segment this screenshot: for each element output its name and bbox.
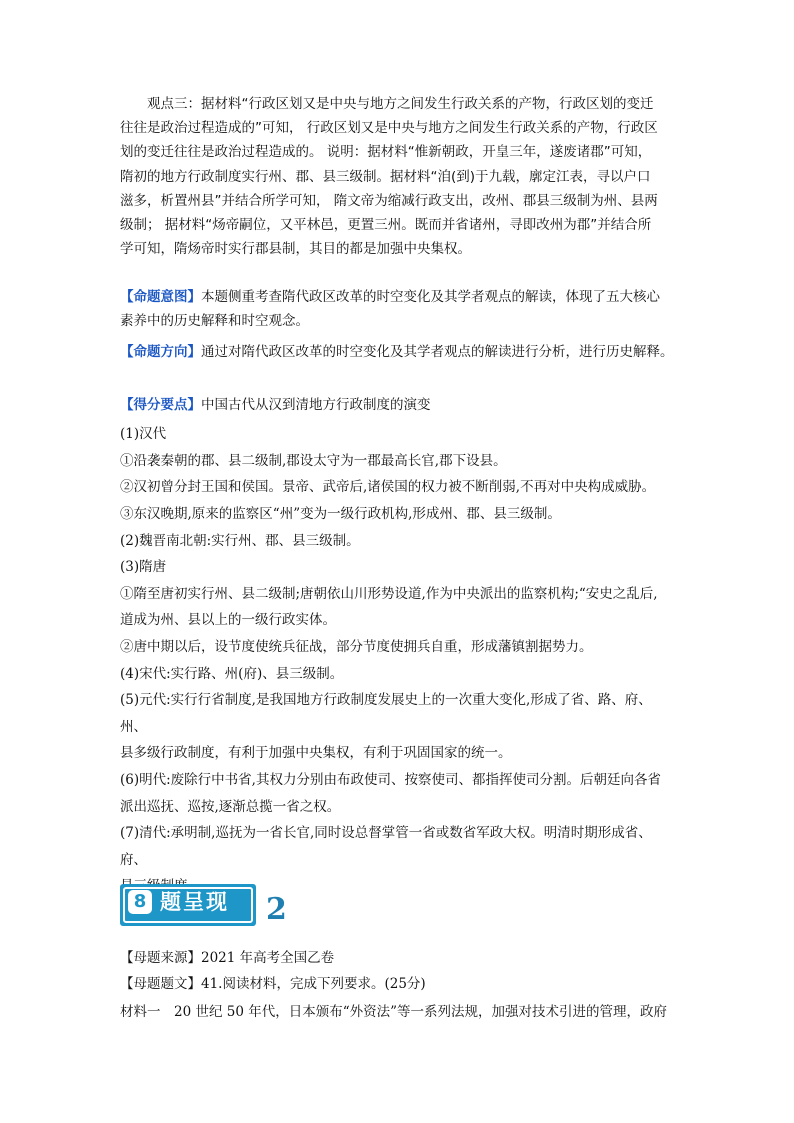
list-item: ②唐中期以后，设节度使统兵征战，部分节度使拥兵自重，形成藩镇割据势力。 bbox=[120, 638, 593, 655]
question-tag: 【母题题文】 bbox=[120, 976, 201, 992]
list-item: 派出巡抚、巡按,逐渐总揽一省之权。 bbox=[120, 798, 341, 815]
question-text: 41.阅读材料，完成下列要求。(25分) bbox=[201, 976, 426, 992]
section-banner bbox=[120, 884, 256, 926]
direction-tag: 【命题方向】 bbox=[120, 344, 201, 360]
list-item: (6)明代:废除行中书省,其权力分别由布政使司、按察使司、都指挥使司分割。后朝廷向各省 bbox=[120, 771, 661, 788]
list-item: 县多级行政制度，有利于加强中央集权，有利于巩固国家的统一。 bbox=[120, 745, 512, 762]
mother-question-section bbox=[120, 945, 678, 1027]
paragraph-line: 学可知，隋炀帝时实行郡县制，其目的都是加强中央集权。 bbox=[120, 241, 471, 258]
paragraph-line: 隋初的地方行政制度实行州、郡、县三级制。据材料“洎(到)于九载，廓定江表，寻以户口 bbox=[120, 168, 651, 185]
list-item: (4)宋代:实行路、州(府)、县三级制。 bbox=[120, 665, 344, 682]
list-item: (7)清代:承明制,巡抚为一省长官,同时设总督掌管一省或数省军政大权。明清时期形成省、府、 bbox=[120, 825, 652, 868]
intent-text: 素养中的历史解释和时空观念。 bbox=[120, 313, 309, 330]
list-item: ①隋至唐初实行州、县二级制;唐朝依山川形势设道,作为中央派出的监察机构;“安史之乱后, bbox=[120, 585, 658, 602]
list-item: (3)隋唐 bbox=[120, 559, 167, 576]
direction-text: 通过对隋代政区改革的时空变化及其学者观点的解读进行分析，进行历史解释。 bbox=[201, 344, 674, 360]
list-item: 道成为州、县以上的一级行政实体。 bbox=[120, 612, 336, 629]
material-text: 材料一 20 世纪 50 年代，日本颁布“外资法”等一系列法规，加强对技术引进的管理，政府 bbox=[120, 1004, 668, 1020]
list-item: ②汉初曾分封王国和侯国。景帝、武帝后,诸侯国的权力被不断削弱,不再对中央构成威胁。 bbox=[120, 479, 656, 496]
scoring-points-section bbox=[120, 393, 678, 900]
list-item: ③东汉晚期,原来的监察区“州”变为一级行政机构,形成州、郡、县三级制。 bbox=[120, 505, 561, 522]
banner-number: 2 bbox=[266, 892, 287, 927]
scoring-points-tag: 【得分要点】 bbox=[120, 397, 201, 413]
list-item: (1)汉代 bbox=[120, 426, 167, 443]
intent-text: 本题侧重考查隋代政区改革的时空变化及其学者观点的解读，体现了五大核心 bbox=[201, 289, 660, 305]
paragraph-line: 划的变迁往往是政治过程造成的。 说明：据材料“惟新朝政，开皇三年，遂废诸郡”可知， bbox=[120, 144, 652, 161]
paragraph-line: 观点三：据材料“行政区划又是中央与地方之间发生行政关系的产物，行政区划的变迁 bbox=[147, 96, 654, 112]
list-item: (5)元代:实行行省制度,是我国地方行政制度发展史上的一次重大变化,形成了省、路、府、州、 bbox=[120, 692, 652, 735]
list-item: ①沿袭秦朝的郡、县二级制,郡设太守为一郡最高长官,郡下设县。 bbox=[120, 452, 507, 469]
viewpoint-three-paragraph bbox=[120, 92, 678, 261]
list-item: (2)魏晋南北朝:实行州、郡、县三级制。 bbox=[120, 532, 360, 549]
direction-section bbox=[120, 340, 678, 364]
source-tag: 【母题来源】 bbox=[120, 950, 201, 966]
intent-section bbox=[120, 285, 678, 333]
scoring-points-list bbox=[120, 421, 678, 900]
source-text: 2021 年高考全国乙卷 bbox=[201, 950, 335, 966]
paragraph-line: 级制； 据材料“炀帝嗣位，又平林邑，更置三州。既而并省诸州，寻即改州为郡”并结合所 bbox=[120, 217, 652, 234]
intent-tag: 【命题意图】 bbox=[120, 289, 201, 305]
paragraph-line: 滋多，析置州县”并结合所学可知， 隋文帝为缩减行政支出，改州、郡县三级制为州、县两 bbox=[120, 192, 658, 209]
paragraph-line: 往往是政治过程造成的”可知， 行政区划又是中央与地方之间发生行政关系的产物，行政区 bbox=[120, 120, 658, 137]
mother-question-icon: 8 bbox=[128, 890, 152, 914]
banner-title: 题呈现 bbox=[160, 890, 229, 914]
scoring-points-title: 中国古代从汉到清地方行政制度的演变 bbox=[201, 397, 431, 413]
